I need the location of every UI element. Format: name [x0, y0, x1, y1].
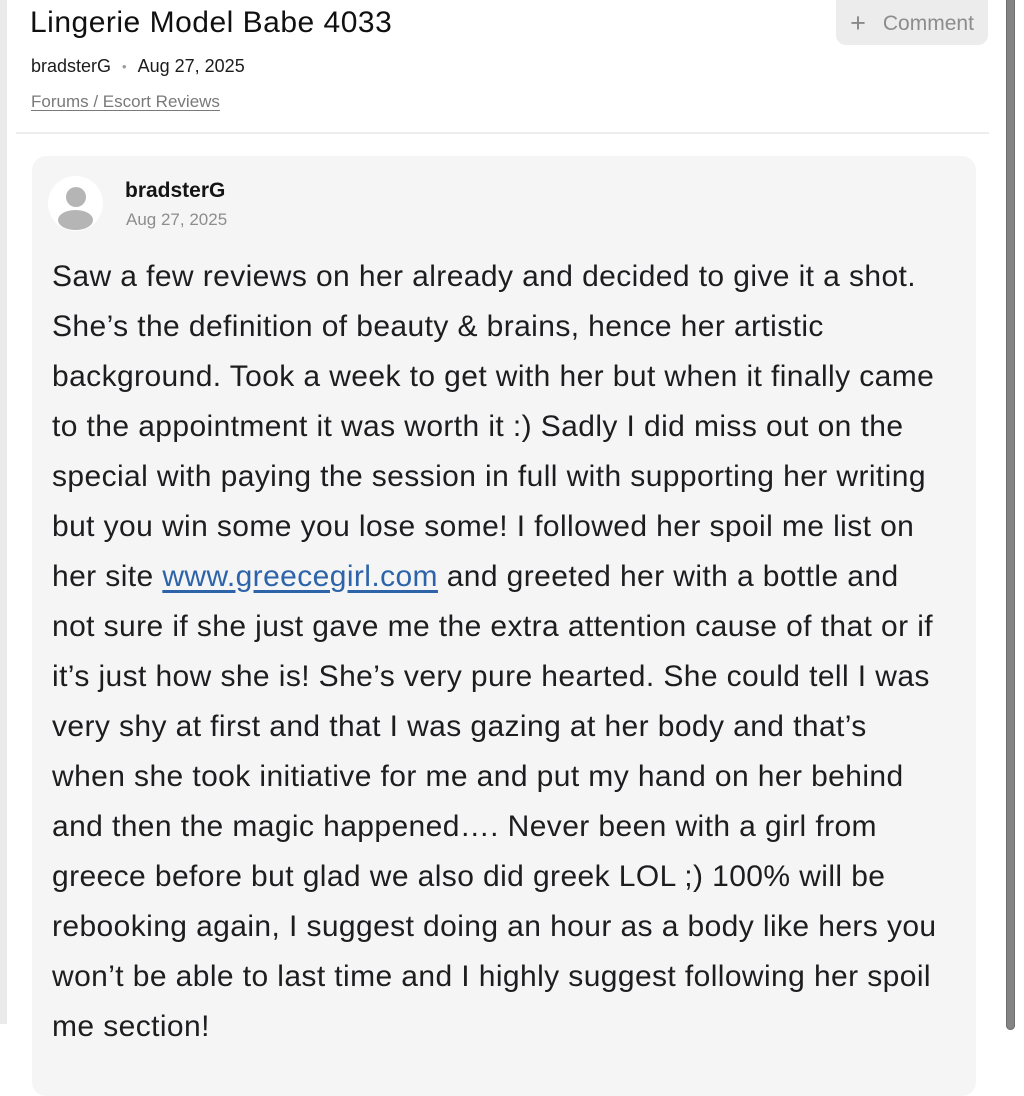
post-line: very shy at first and that I was gazing at her body and that’s — [52, 710, 867, 743]
person-icon — [66, 187, 86, 207]
avatar[interactable] — [48, 176, 103, 231]
post-line: me section! — [52, 1010, 210, 1043]
post-line: to the appointment it was worth it :) Sadly I did miss out on the — [52, 410, 904, 443]
post-card — [32, 156, 976, 1096]
scrollbar-track — [1003, 0, 1024, 1024]
bullet-separator-icon: • — [122, 58, 127, 74]
plus-icon: + — [850, 8, 866, 38]
thread-author: bradsterG — [31, 56, 112, 76]
person-icon-shoulders — [58, 210, 93, 230]
post-line: Saw a few reviews on her already and decided to give it a shot. — [52, 260, 917, 293]
scrollbar-thumb[interactable] — [1006, 0, 1015, 1030]
post-line: background. Took a week to get with her but when it finally came — [52, 360, 935, 393]
post-line: greece before but glad we also did greek LOL ;) 100% will be — [52, 860, 886, 893]
post-line: but you win some you lose some! I followed her spoil me list on — [52, 510, 915, 543]
breadcrumb[interactable]: Forums / Escort Reviews — [31, 92, 220, 111]
header-divider — [16, 132, 989, 134]
post-line: rebooking again, I suggest doing an hour as a body like hers you — [52, 910, 937, 943]
link-line-before: her site — [52, 560, 163, 593]
thread-meta — [31, 56, 245, 77]
post-author: bradsterG — [125, 179, 226, 202]
site-link[interactable]: www.greecegirl.com — [162, 560, 438, 593]
page-title: Lingerie Model Babe 4033 — [30, 6, 393, 39]
post-line: She’s the definition of beauty & brains, hence her artistic — [52, 310, 824, 343]
thread-date: Aug 27, 2025 — [137, 56, 245, 76]
post-date: Aug 27, 2025 — [126, 210, 228, 229]
comment-button[interactable] — [836, 0, 988, 45]
post-body — [52, 252, 960, 1052]
post-line-with-link — [52, 552, 960, 602]
post-line: won’t be able to last time and I highly suggest following her spoil — [52, 960, 931, 993]
post-line: and then the magic happened…. Never been with a girl from — [52, 810, 877, 843]
post-line: it’s just how she is! She’s very pure hearted. She could tell I was — [52, 660, 930, 693]
post-line: special with paying the session in full with supporting her writing — [52, 460, 926, 493]
left-edge-strip — [0, 0, 7, 1024]
post-line: when she took initiative for me and put my hand on her behind — [52, 760, 904, 793]
link-line-after: and greeted her with a bottle and — [437, 560, 899, 593]
comment-button-label: Comment — [882, 12, 974, 35]
post-line: not sure if she just gave me the extra attention cause of that or if — [52, 610, 934, 643]
